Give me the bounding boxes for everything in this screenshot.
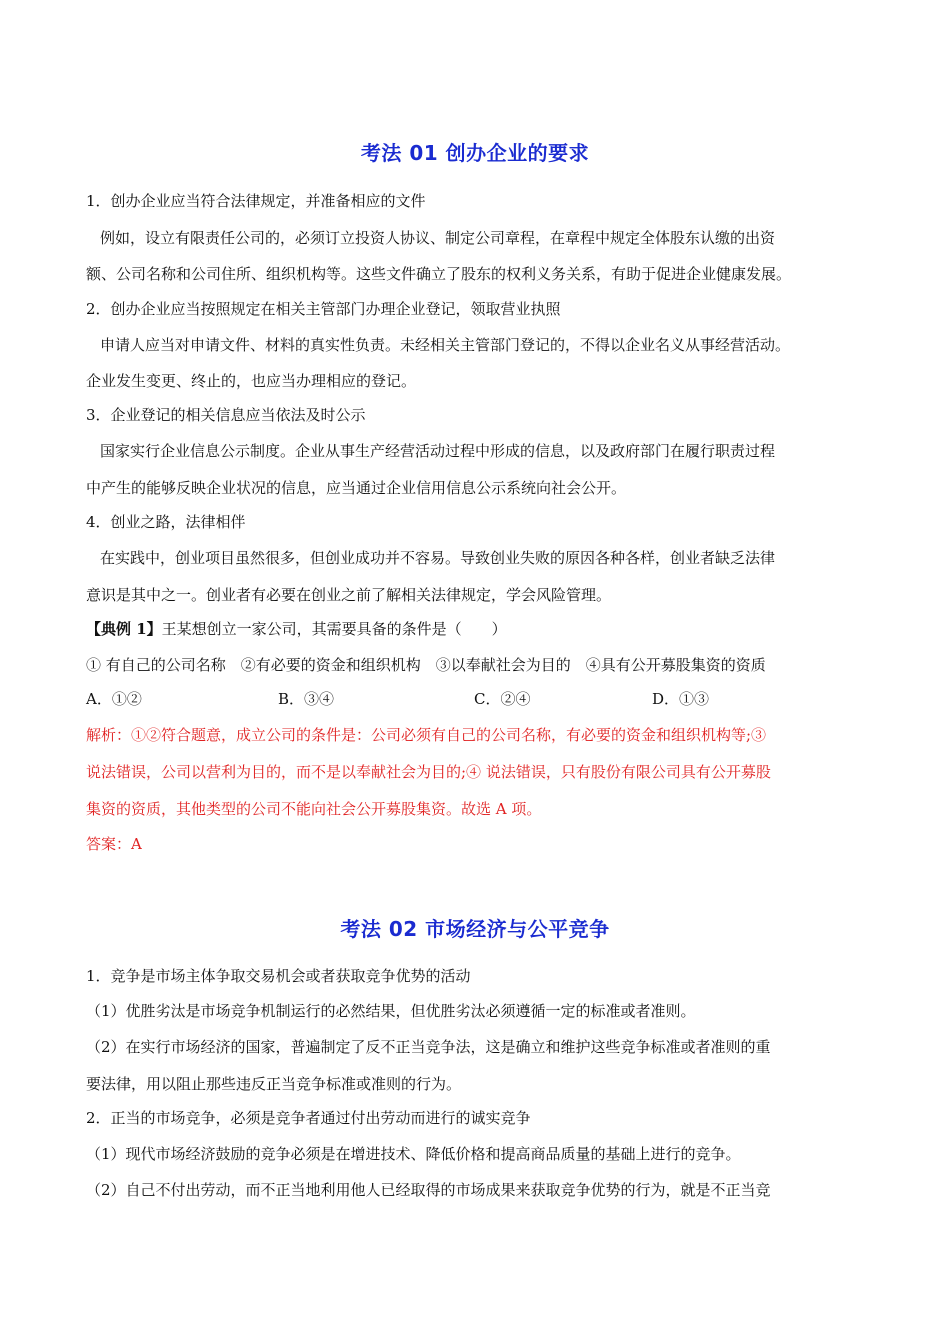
option-c: C．②④ bbox=[474, 690, 531, 708]
s1-p3-body-2: 中产生的能够反映企业状况的信息，应当通过企业信用信息公示系统向社会公开。 bbox=[86, 479, 627, 497]
s2-p2-item-1: （1）现代市场经济鼓励的竞争必须是在增进技术、降低价格和提高商品质量的基础上进行的竞争。 bbox=[86, 1145, 741, 1163]
option-b: B．③④ bbox=[278, 690, 335, 708]
s1-p2-body-2: 企业发生变更、终止的，也应当办理相应的登记。 bbox=[86, 372, 417, 390]
s1-p4-body-2: 意识是其中之一。创业者有必要在创业之前了解相关法律规定，学会风险管理。 bbox=[86, 586, 612, 604]
example-label: 【典例 1】 bbox=[86, 620, 162, 638]
section-2-title: 考法 02 市场经济与公平竞争 bbox=[340, 917, 610, 941]
analysis-line-2: 说法错误，公司以营利为目的，而不是以奉献社会为目的;④ 说法错误，只有股份有限公司具有公开募股 bbox=[86, 763, 771, 781]
analysis-line-1: 解析：①②符合题意，成立公司的条件是：公司必须有自己的公司名称，有必要的资金和组织机构等;③ bbox=[86, 726, 767, 744]
s1-p1-body-2: 额、公司名称和公司住所、组织机构等。这些文件确立了股东的权利义务关系，有助于促进企业健康发展。 bbox=[86, 265, 792, 283]
s2-p1-item-2-line-2: 要法律，用以阻止那些违反正当竞争标准或准则的行为。 bbox=[86, 1075, 462, 1093]
analysis-line-3: 集资的资质，其他类型的公司不能向社会公开募股集资。故选 A 项。 bbox=[86, 800, 542, 818]
s1-p3-body-1: 国家实行企业信息公示制度。企业从事生产经营活动过程中形成的信息，以及政府部门在履行职责过程 bbox=[100, 442, 776, 460]
s1-p1-heading: 1．创办企业应当符合法律规定，并准备相应的文件 bbox=[86, 192, 426, 210]
s1-p4-heading: 4．创业之路，法律相伴 bbox=[86, 513, 246, 531]
s1-p2-body-1: 申请人应当对申请文件、材料的真实性负责。未经相关主管部门登记的，不得以企业名义从事经营活动。 bbox=[100, 336, 791, 354]
section-1-title: 考法 01 创办企业的要求 bbox=[360, 141, 590, 165]
s2-p2-heading: 2．正当的市场竞争，必须是竞争者通过付出劳动而进行的诚实竞争 bbox=[86, 1109, 531, 1127]
example-question: 王某想创立一家公司，其需要具备的条件是（ ） bbox=[161, 620, 507, 638]
s1-p2-heading: 2．创办企业应当按照规定在相关主管部门办理企业登记，领取营业执照 bbox=[86, 300, 561, 318]
s1-p4-body-1: 在实践中，创业项目虽然很多，但创业成功并不容易。导致创业失败的原因各种各样，创业者缺乏法律 bbox=[100, 549, 776, 567]
s2-p1-item-2-line-1: （2）在实行市场经济的国家，普遍制定了反不正当竞争法，这是确立和维护这些竞争标准或者准则的重 bbox=[86, 1038, 771, 1056]
answer: 答案：A bbox=[86, 835, 142, 853]
s2-p1-heading: 1．竞争是市场主体争取交易机会或者获取竞争优势的活动 bbox=[86, 967, 471, 985]
example-question-line bbox=[86, 619, 876, 639]
s2-p2-item-2: （2）自己不付出劳动，而不正当地利用他人已经取得的市场成果来获取竞争优势的行为，就是不正当竞 bbox=[86, 1181, 771, 1199]
option-d: D．①③ bbox=[652, 690, 710, 708]
example-statements: ① 有自己的公司名称 ②有必要的资金和组织机构 ③以奉献社会为目的 ④具有公开募股集资的资质 bbox=[86, 656, 766, 674]
s2-p1-item-1: （1）优胜劣汰是市场竞争机制运行的必然结果，但优胜劣汰必须遵循一定的标准或者准则。 bbox=[86, 1002, 696, 1020]
s1-p3-heading: 3．企业登记的相关信息应当依法及时公示 bbox=[86, 406, 366, 424]
option-a: A．①② bbox=[86, 690, 142, 708]
s1-p1-body-1: 例如，设立有限责任公司的，必须订立投资人协议、制定公司章程，在章程中规定全体股东认缴的出资 bbox=[100, 229, 776, 247]
